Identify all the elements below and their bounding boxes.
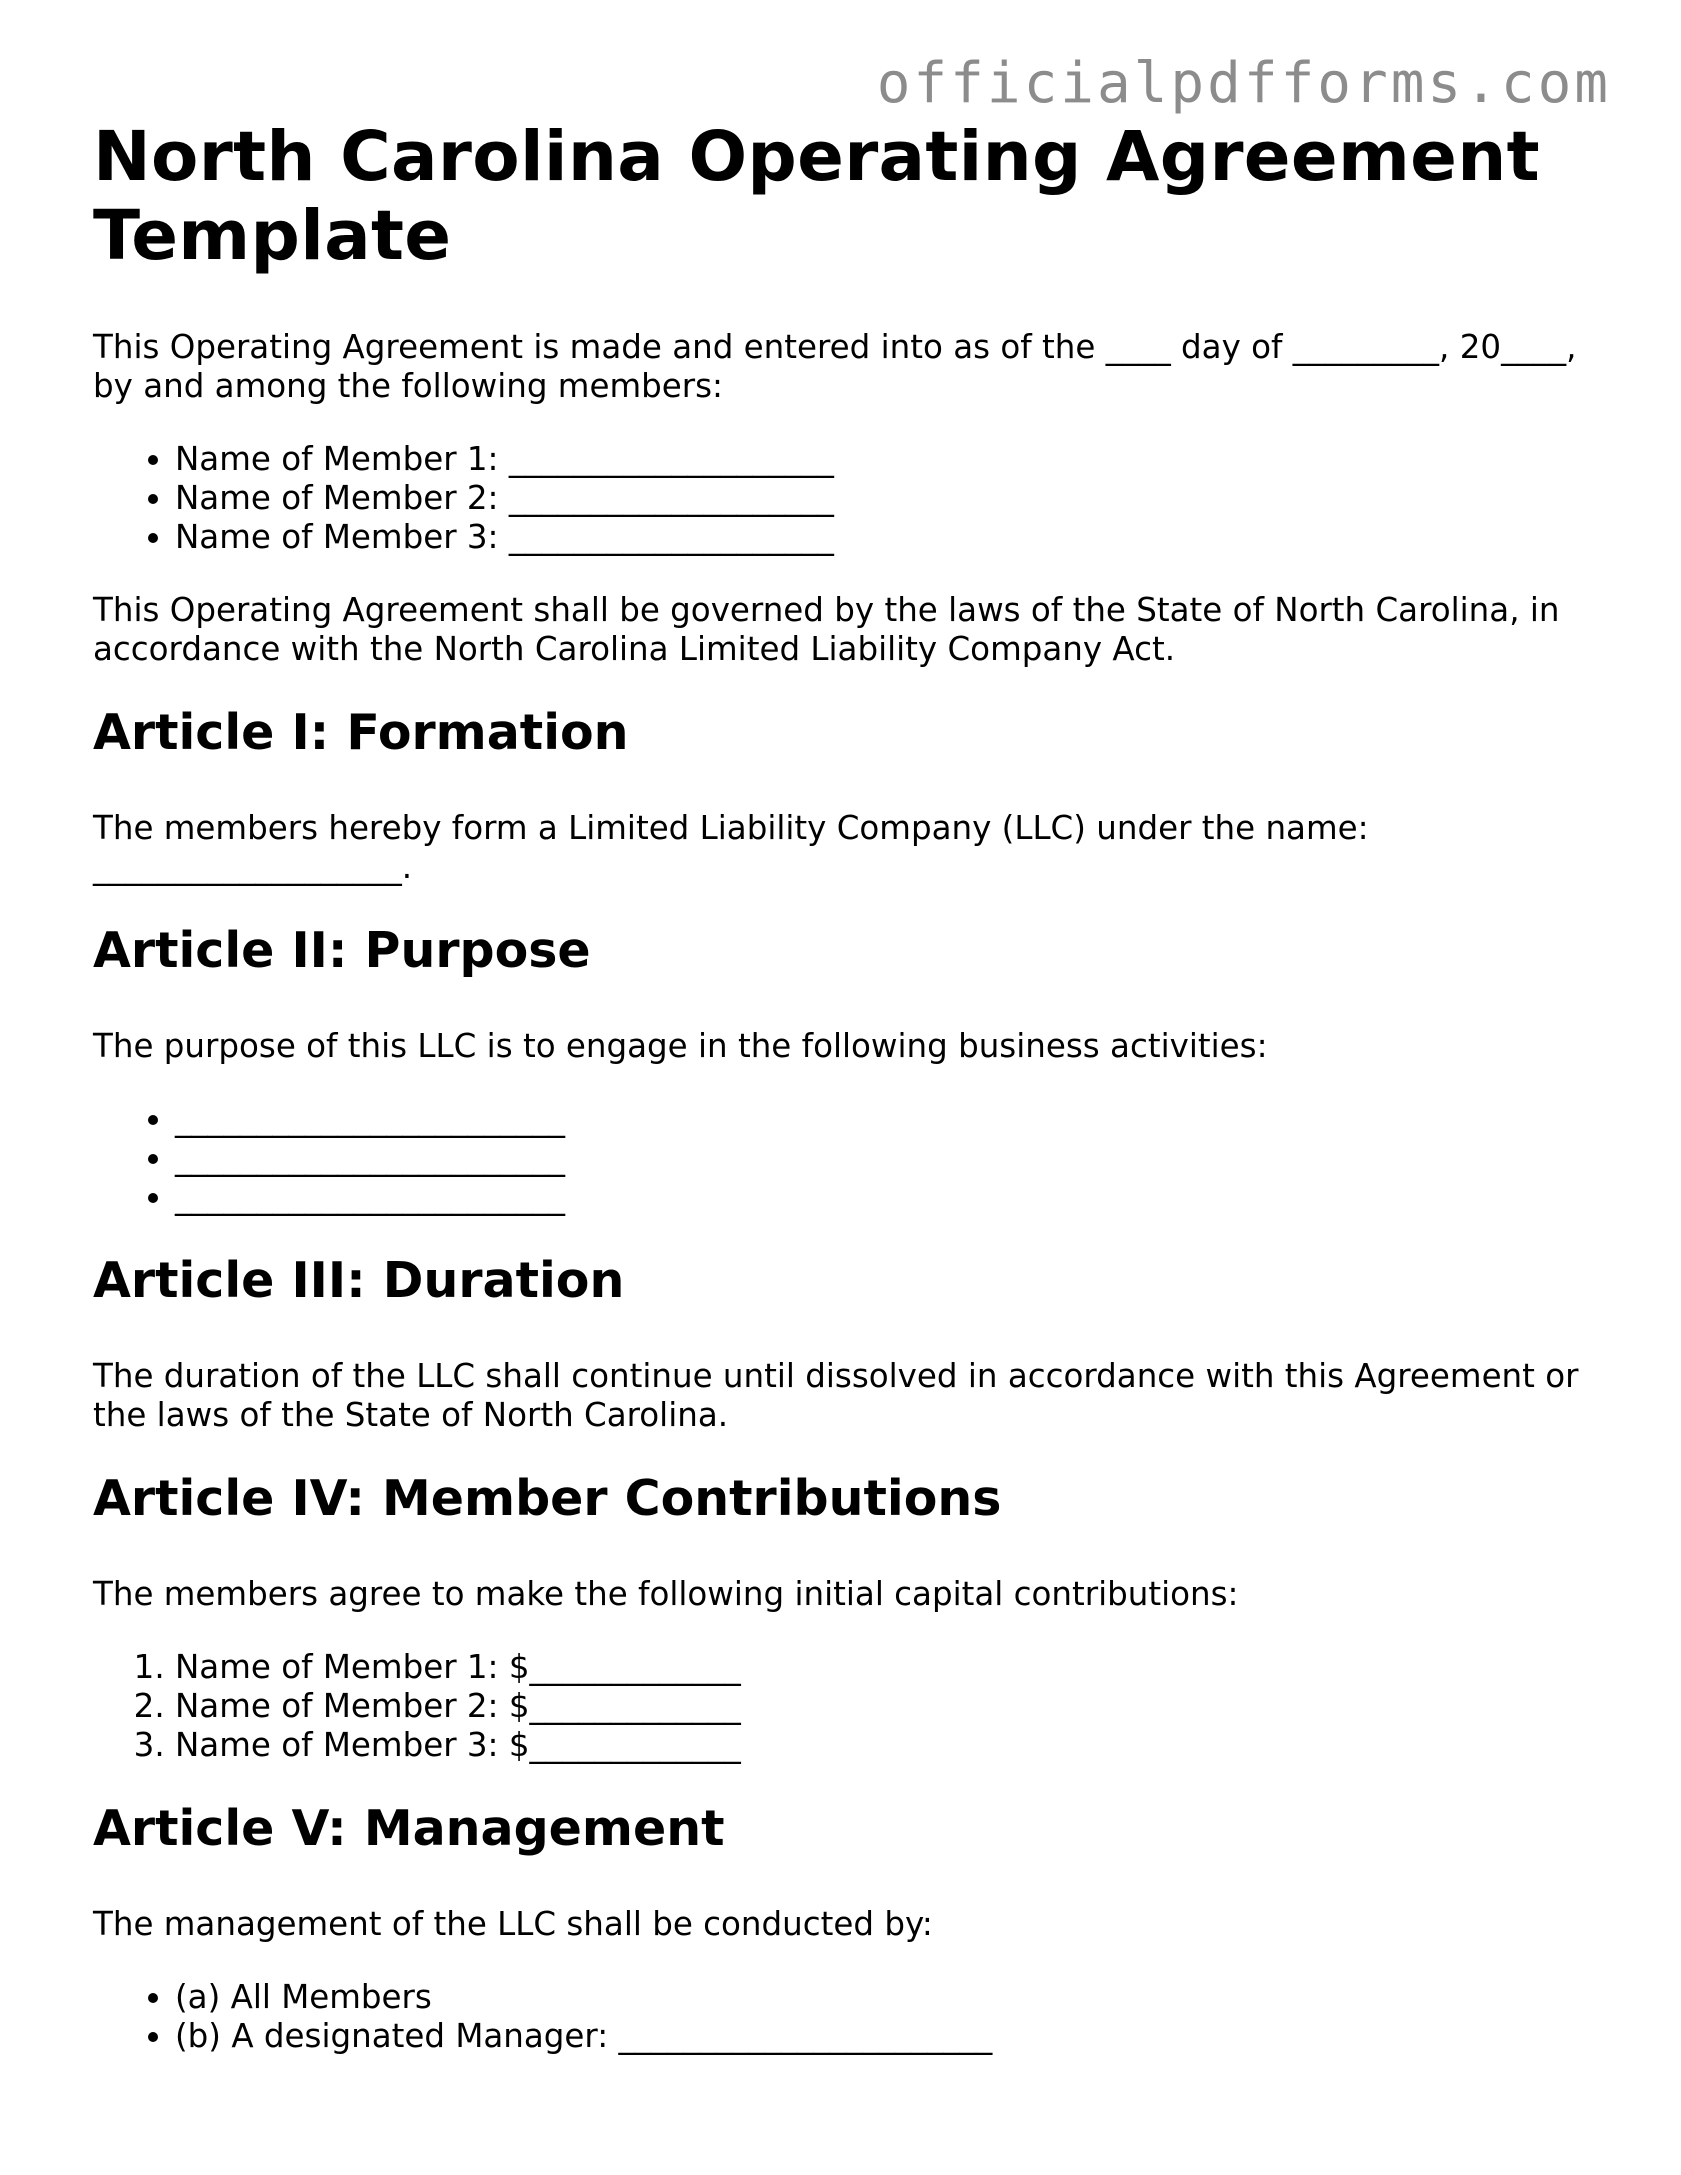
governing-law-paragraph: This Operating Agreement shall be governed by the laws of the State of North Carolina, in accordance with the North Carolina Limited Liability Company Act.: [93, 591, 1560, 668]
list-item: • (a) All Members: [175, 1978, 1603, 2017]
list-item: • Name of Member 1: ____________________: [175, 440, 1603, 479]
members-list: [93, 440, 1603, 557]
watermark: officialpdfforms.com: [876, 51, 1611, 116]
article-5-text: The management of the LLC shall be conducted by:: [93, 1905, 933, 1943]
document-title: North Carolina Operating Agreement Template: [93, 117, 1540, 276]
article-1-heading: Article I: Formation: [93, 704, 629, 761]
list-item: 2. Name of Member 2: $_____________: [175, 1687, 1603, 1726]
management-list: [93, 1978, 1603, 2056]
list-item: • ________________________: [175, 1178, 1603, 1217]
article-4-heading: Article IV: Member Contributions: [93, 1470, 1002, 1527]
article-3-text: The duration of the LLC shall continue until dissolved in accordance with this Agreement or the laws of the State of North Carolina.: [93, 1357, 1579, 1434]
article-2-heading: Article II: Purpose: [93, 922, 591, 979]
article-1-text: The members hereby form a Limited Liability Company (LLC) under the name: ___________________.: [93, 809, 1369, 886]
article-2-text: The purpose of this LLC is to engage in the following business activities:: [93, 1027, 1268, 1065]
list-item: • ________________________: [175, 1100, 1603, 1139]
article-5-heading: Article V: Management: [93, 1800, 725, 1857]
list-item: • ________________________: [175, 1139, 1603, 1178]
list-item: • (b) A designated Manager: _______________________: [175, 2017, 1603, 2056]
article-4-text: The members agree to make the following initial capital contributions:: [93, 1575, 1239, 1613]
purpose-list: [93, 1100, 1603, 1217]
list-item: 3. Name of Member 3: $_____________: [175, 1726, 1603, 1765]
list-item: • Name of Member 2: ____________________: [175, 479, 1603, 518]
intro-paragraph: This Operating Agreement is made and entered into as of the ____ day of _________, 20____, by and among the following members:: [93, 328, 1577, 405]
contributions-list: [93, 1648, 1603, 1765]
article-3-heading: Article III: Duration: [93, 1252, 625, 1309]
list-item: 1. Name of Member 1: $_____________: [175, 1648, 1603, 1687]
document-body: [93, 118, 1603, 2090]
list-item: • Name of Member 3: ____________________: [175, 518, 1603, 557]
